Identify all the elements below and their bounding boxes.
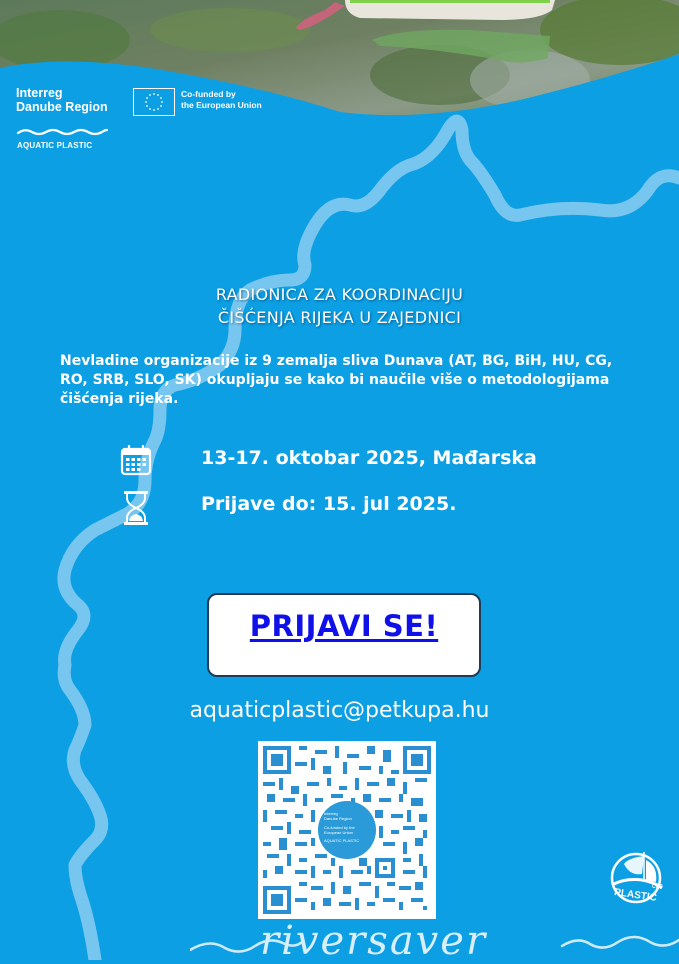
qr-code[interactable] <box>258 741 436 919</box>
eu-line2: the European Union <box>181 100 262 110</box>
event-description: Nevladine organizacije iz 9 zemalja sliva Dunava (AT, BG, BiH, HU, CG, RO, SRB, SLO, SK) okupljaju se kako bi naučile više o metodologijama čišćenja rijeka. <box>60 353 613 407</box>
hourglass-icon <box>120 490 152 530</box>
qr-badge-line4: AQUATIC PLASTIC <box>324 838 360 843</box>
event-date-text: 13-17. oktobar 2025, Mađarska <box>201 447 537 469</box>
page-title <box>0 283 679 329</box>
eu-line1: Co-funded by <box>181 89 236 99</box>
calendar-icon <box>120 444 152 480</box>
qr-badge-line2: Danube Region <box>324 816 352 821</box>
eu-cofunded-text <box>181 89 321 111</box>
interreg-logo <box>16 86 136 114</box>
qr-badge-line1: Interreg <box>324 811 338 816</box>
riversaver-wordmark <box>190 918 679 964</box>
riversaver-text: riversaver <box>260 918 488 960</box>
register-link[interactable]: PRIJAVI SE! <box>249 609 439 643</box>
title-line-1: RADIONICA ZA KOORDINACIJU <box>215 285 464 304</box>
aquatic-plastic-label: AQUATIC PLASTIC <box>17 141 93 150</box>
contact-email[interactable]: aquaticplastic@petkupa.hu <box>189 698 490 723</box>
eu-flag-icon <box>133 88 175 116</box>
interreg-line2: Danube Region <box>16 100 108 114</box>
register-button[interactable] <box>207 593 481 677</box>
plastic-label: PLASTIC <box>613 886 658 904</box>
qr-center-logo <box>318 801 376 859</box>
registration-deadline-row <box>120 490 600 524</box>
event-date-row <box>120 444 600 478</box>
plastic-cup-logo <box>606 848 670 916</box>
wave-icon <box>16 128 108 136</box>
deadline-text: Prijave do: 15. jul 2025. <box>201 493 457 515</box>
title-line-2: ČIŠĆENJA RIJEKA U ZAJEDNICI <box>217 308 462 327</box>
cup-label: CUP <box>652 884 663 890</box>
qr-badge-line3: Co-funded by the European Union <box>324 825 355 835</box>
interreg-line1: Interreg <box>16 86 63 100</box>
